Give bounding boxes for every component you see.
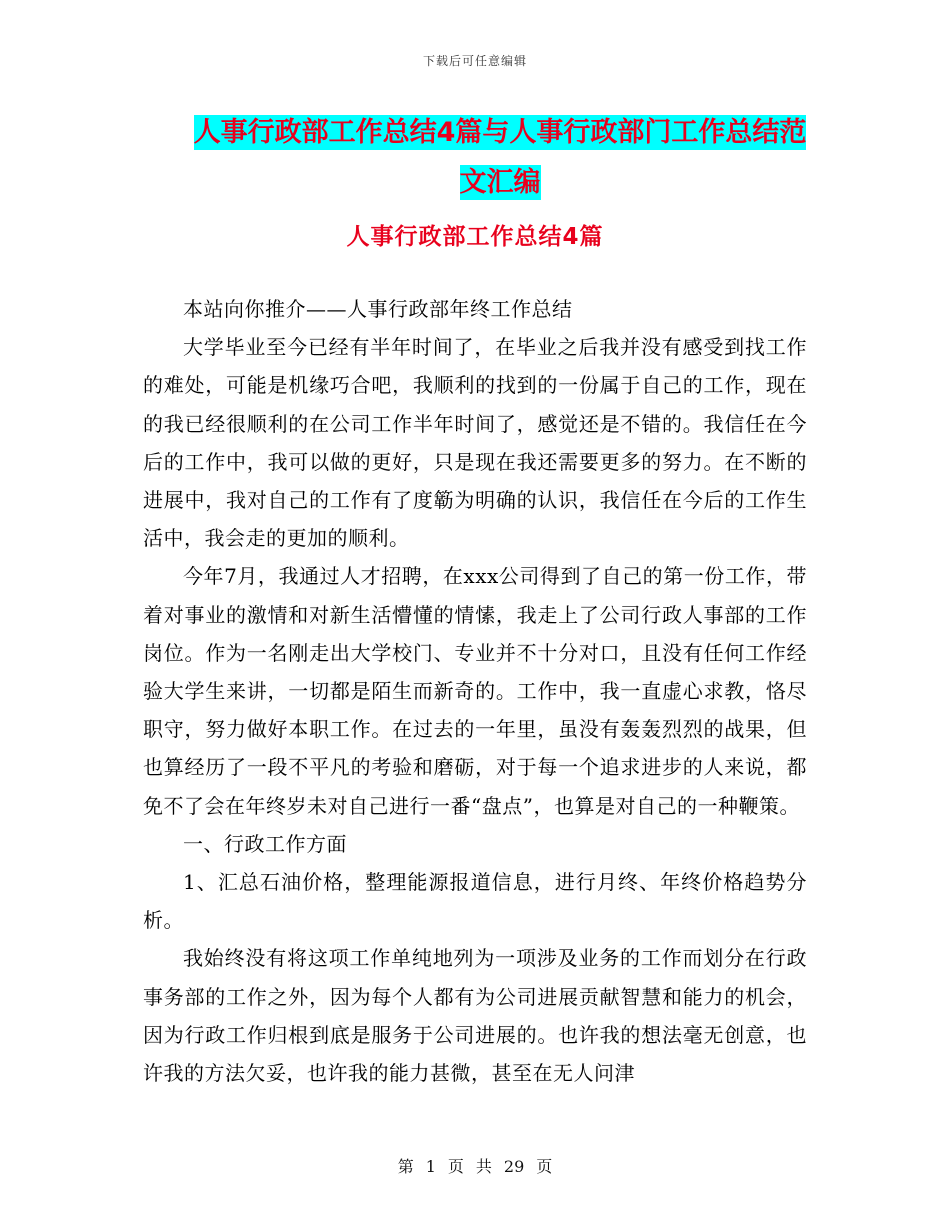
paragraph-recommendation: 本站向你推介——人事行政部年终工作总结 [183,297,573,321]
page-footer [0,1154,950,1177]
section-title: 人事行政部工作总结4篇 [346,224,604,250]
heading-admin-work: 一、行政工作方面 [183,831,347,856]
paragraph-intro: 大学毕业至今已经有半年时间了，在毕业之后我并没有感受到找工作的难处，可能是机缘巧合吧，我顺利的找到的一份属于自己的工作，现在的我已经很顺利的在公司工作半年时间了，感觉还是不错的。我信任在今后的工作中，我可以做的更好，只是现在我还需要更多的努力。在不断的进展中，我对自己的工作有了度簕为明确的认识，我信任在今后的工作生活中，我会走的更加的顺利。 [143,335,807,551]
header-note: 下载后可任意编辑 [422,54,527,68]
document-title [145,108,855,208]
footer-page-suffix: 页 [536,1157,553,1176]
paragraph-july: 今年7月，我通过人才招聘，在xxx公司得到了自己的第一份工作，带着对事业的激情和对新生活懵懂的情愫，我走上了公司行政人事部的工作岗位。作为一名刚走出大学校门、专业并不十分对口，且没有任何工作经验大学生来讲，一切都是陌生而新奇的。工作中，我一直虚心求教，恪尽职守，努力做好本职工作。在过去的一年里，虽没有轰轰烈烈的战果，但也算经历了一段不平凡的考验和磨砺，对于每一个追求进步的人来说，都免不了会在年终岁未对自己进行一番“盘点”，也算是对自己的一种鞭策。 [143,564,807,818]
paragraph-reflection: 我始终没有将这项工作单纯地列为一项涉及业务的工作而划分在行政事务部的工作之外，因为每个人都有为公司进展贡献智慧和能力的机会，因为行政工作归根到底是服务于公司进展的。也许我的想法毫无创意，也许我的方法欠妥，也许我的能力甚微，甚至在无人问津 [143,946,807,1086]
document-title-line-1: 人事行政部工作总结4篇与人事行政部门工作总结范 [193,117,807,148]
document-body [143,290,807,1092]
footer-total-pages: 29 [503,1157,525,1176]
document-title-line-2: 文汇编 [459,167,541,198]
footer-page-number: 1 [425,1157,436,1176]
paragraph-item-1: 1、汇总石油价格，整理能源报道信息，进行月终、年终价格趋势分析。 [143,870,807,933]
footer-page-mid: 页 [447,1157,464,1176]
footer-page-prefix: 第 [397,1157,414,1176]
footer-total-prefix: 共 [475,1157,492,1176]
